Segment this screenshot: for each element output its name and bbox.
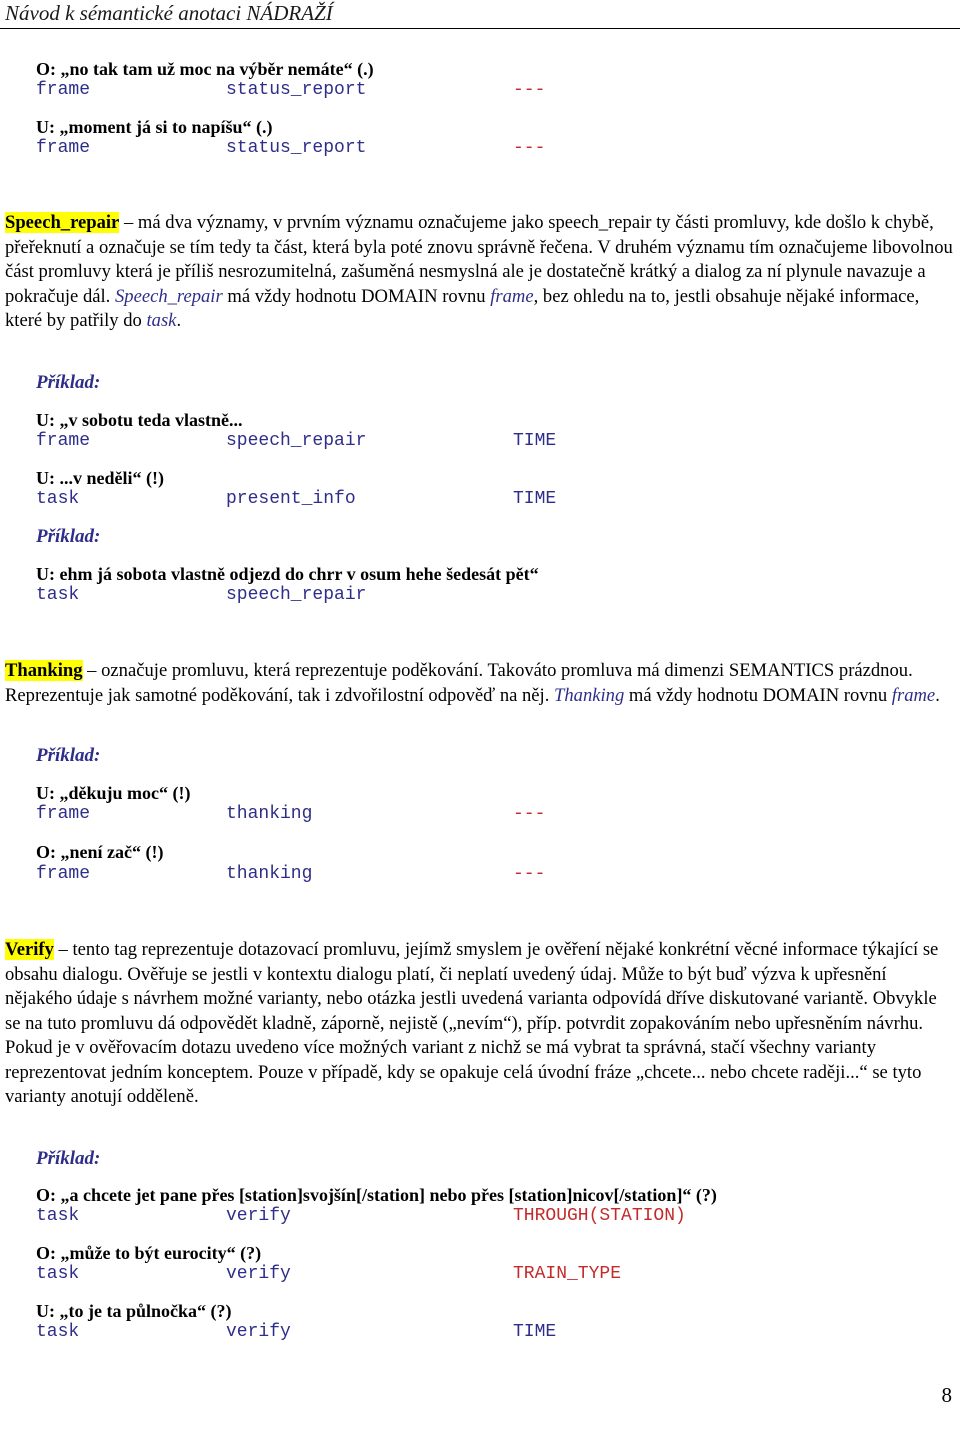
term-reference: frame <box>490 285 534 307</box>
annotation-semantics: --- <box>513 804 546 824</box>
paragraph-text: – má dva významy, v prvním významu označujeme jako speech_repair ty části promluvy, kde došlo k chybě, přeřeknutí a označuje se tím tedy ta část, která byla poté znovu správně řečena. V druhém významu tím označujeme libovolnou část promluvy která je příliš nesrozumitelná, zašuměná nesmyslná ale je dostatečně krátký a dialog za ní plynule navazuje a pokračuje dál. <box>5 212 953 307</box>
utterance: U: „moment já si to napíšu“ (.) <box>36 117 273 137</box>
example-label: Příklad: <box>36 1148 101 1169</box>
annotation-dialog-act: status_report <box>226 80 367 100</box>
annotation-semantics: TRAIN_TYPE <box>513 1264 622 1284</box>
annotation-dialog-act: status_report <box>226 138 367 158</box>
annotation-row <box>36 1206 686 1226</box>
thanking-description <box>5 659 955 708</box>
annotation-domain: frame <box>36 864 91 884</box>
annotation-row <box>36 1322 557 1342</box>
term-reference: task <box>146 310 177 331</box>
paragraph-text: . <box>176 310 182 331</box>
term-reference: Thanking <box>554 684 625 706</box>
tag-term: Verify <box>5 939 54 960</box>
paragraph-text: má vždy hodnotu DOMAIN rovnu <box>222 285 491 307</box>
annotation-row <box>36 804 546 824</box>
paragraph-text: . <box>935 684 940 706</box>
annotation-dialog-act: present_info <box>226 489 356 509</box>
annotation-row <box>36 585 367 605</box>
term-reference: frame <box>891 684 936 706</box>
annotation-row <box>36 489 557 509</box>
annotation-domain: task <box>36 1206 80 1226</box>
paragraph-text: má vždy hodnotu DOMAIN rovnu <box>624 684 892 706</box>
annotation-semantics: THROUGH(STATION) <box>513 1206 686 1226</box>
annotation-dialog-act: speech_repair <box>226 585 367 605</box>
utterance: U: ehm já sobota vlastně odjezd do chrr v osum hehe šedesát pět“ <box>36 564 539 584</box>
annotation-domain: task <box>36 585 80 605</box>
annotation-row <box>36 1264 622 1284</box>
annotation-semantics: --- <box>513 864 546 884</box>
annotation-row <box>36 138 546 158</box>
utterance: U: ...v neděli“ (!) <box>36 468 164 488</box>
speech-repair-description <box>5 211 955 334</box>
annotation-domain: frame <box>36 431 91 451</box>
annotation-domain: task <box>36 1264 80 1284</box>
tag-term: Thanking <box>5 660 83 681</box>
example-label: Příklad: <box>36 745 101 766</box>
annotation-semantics: TIME <box>513 489 557 509</box>
annotation-dialog-act: thanking <box>226 864 313 884</box>
document-header: Návod k sémantické anotaci NÁDRAŽÍ <box>5 1 333 25</box>
annotation-dialog-act: thanking <box>226 804 313 824</box>
annotation-domain: frame <box>36 804 91 824</box>
annotation-semantics: --- <box>513 138 546 158</box>
paragraph-text: – označuje promluvu, která reprezentuje poděkování. Takováto promluva má dimenzi SEMANTICS prázdnou. Reprezentuje jak samotné poděkování, tak i zdvořilostní odpověď na něj. <box>5 660 913 706</box>
annotation-dialog-act: verify <box>226 1322 291 1342</box>
annotation-dialog-act: verify <box>226 1264 291 1284</box>
utterance: U: „děkuju moc“ (!) <box>36 783 191 803</box>
annotation-row <box>36 431 557 451</box>
annotation-row <box>36 864 546 884</box>
paragraph-text: – tento tag reprezentuje dotazovací promluvu, jejímž smyslem je ověření nějaké konkrétní věcné informace týkající se obsahu dialogu. Ověřuje se jestli v kontextu dialogu platí, či neplatí uvedený údaj. Může to být buď výzva k upřesnění nějakého údaje s návrhem možné varianty, nebo otázka jestli uvedená varianta odpovídá dříve diskutované variantě. Obvykle se na tuto promluvu dá odpovědět kladně, záporně, nejistě („nevím“), příp. potvrdit zopakováním nebo upřesněním návrhu. Pokud je v ověřovacím dotazu uvedeno více možných variant z nichž se má vybrat ta správná, stačí všechny varianty reprezentovat jedním konceptem. Pouze v případě, kdy se opakuje celá úvodní fráze „chcete... nebo chcete raději...“ se tyto varianty anotují odděleně. <box>5 939 939 1107</box>
annotation-dialog-act: verify <box>226 1206 291 1226</box>
paragraph-text: , bez ohledu na to, jestli obsahuje nějaké informace, které by patřily do <box>5 285 920 331</box>
utterance: O: „může to být eurocity“ (?) <box>36 1243 262 1263</box>
term-reference: Speech_repair <box>114 285 223 307</box>
utterance: O: „a chcete jet pane přes [station]svojšín[/station] nebo přes [station]nicov[/station]“ (?) <box>36 1185 717 1205</box>
header-divider <box>0 28 960 29</box>
annotation-domain: task <box>36 1322 80 1342</box>
annotation-semantics: TIME <box>513 431 557 451</box>
annotation-semantics: TIME <box>513 1322 557 1342</box>
annotation-domain: task <box>36 489 80 509</box>
annotation-domain: frame <box>36 138 91 158</box>
example-label: Příklad: <box>36 526 101 547</box>
utterance: O: „no tak tam už moc na výběr nemáte“ (.) <box>36 59 374 79</box>
utterance: O: „není zač“ (!) <box>36 842 164 862</box>
annotation-semantics: --- <box>513 80 546 100</box>
annotation-dialog-act: speech_repair <box>226 431 367 451</box>
verify-description <box>5 938 955 1110</box>
utterance: U: „v sobotu teda vlastně... <box>36 410 243 430</box>
annotation-row <box>36 80 546 100</box>
utterance: U: „to je ta půlnočka“ (?) <box>36 1301 232 1321</box>
annotation-domain: frame <box>36 80 91 100</box>
tag-term: Speech_repair <box>5 212 120 233</box>
example-label: Příklad: <box>36 372 101 393</box>
page-number: 8 <box>941 1383 952 1407</box>
